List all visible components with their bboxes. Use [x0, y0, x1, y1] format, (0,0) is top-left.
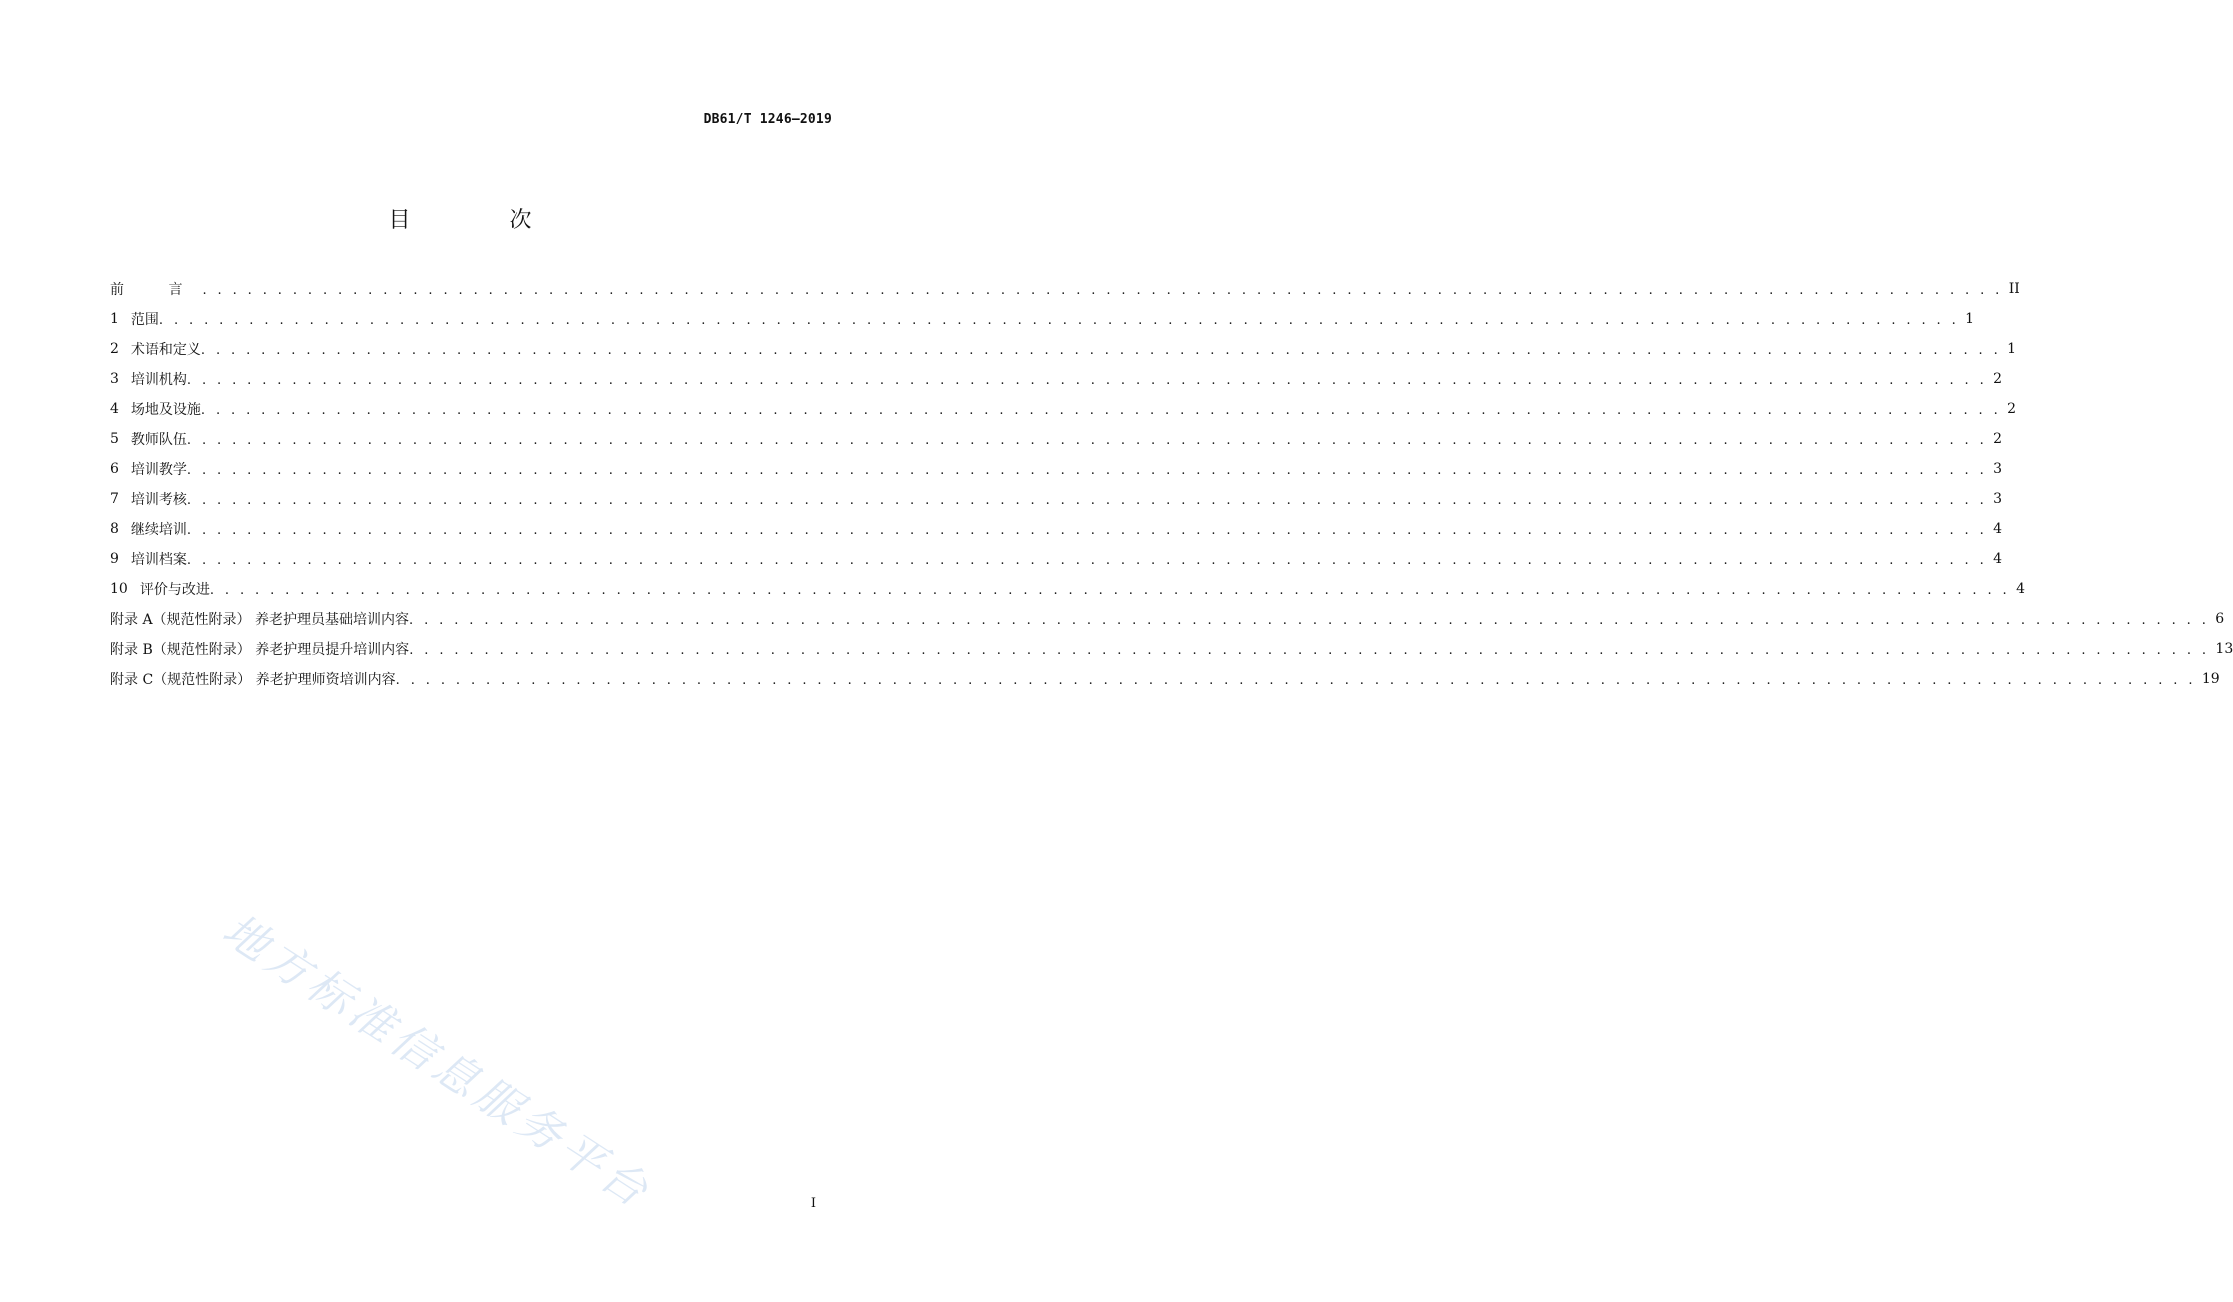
toc-entry[interactable]	[110, 454, 2003, 484]
toc-entry-number: 4	[110, 401, 119, 417]
toc-entry-label: 附录 B（规范性附录） 养老护理员提升培训内容	[110, 642, 410, 658]
toc-entry-label: 附录 C（规范性附录） 养老护理师资培训内容	[110, 672, 396, 688]
toc-entry-label: 培训档案	[130, 552, 187, 568]
toc-entry-page: 4	[1993, 521, 2003, 537]
toc-entry-page: 4	[1993, 551, 2003, 567]
toc-entry-number: 5	[110, 431, 119, 447]
toc-dot-leader: . . . . . . . . . . . . . . . . . . . . . . . . . . . . . . . . . . . . . . . . . . . . . . . . . . . . . . . . . . . . . . . . . . . . . . . . . . . . . . . . . . . . . . . . . . . . . . . . . . . . . . . . . . . . . . . . . . . . . . . .	[186, 522, 1988, 538]
toc-entry-number: 6	[110, 461, 119, 477]
toc-title: 目 次	[388, 208, 578, 233]
toc-dot-leader: . . . . . . . . . . . . . . . . . . . . . . . . . . . . . . . . . . . . . . . . . . . . . . . . . . . . . . . . . . . . . . . . . . . . . . . . . . . . . . . . . . . . . . . . . . . . . . . . . . . . . . . . . . . . . . . . . . . . . . . .	[409, 642, 2210, 658]
toc-entry-page: 2	[2007, 401, 2017, 417]
toc-entry-label: 前 言	[110, 282, 203, 298]
toc-entry-number: 7	[110, 491, 119, 507]
toc-entry-number: 8	[110, 521, 119, 537]
toc-entry-label: 场地及设施	[130, 402, 201, 418]
toc-entry-number: 10	[110, 581, 128, 597]
toc-dot-leader: . . . . . . . . . . . . . . . . . . . . . . . . . . . . . . . . . . . . . . . . . . . . . . . . . . . . . . . . . . . . . . . . . . . . . . . . . . . . . . . . . . . . . . . . . . . . . . . . . . . . . . . . . . . . . . . . . . . . . . . .	[186, 492, 1988, 508]
toc-entry-page: II	[2008, 281, 2020, 297]
toc-entry-label: 教师队伍	[130, 432, 187, 448]
toc-dot-leader: . . . . . . . . . . . . . . . . . . . . . . . . . . . . . . . . . . . . . . . . . . . . . . . . . . . . . . . . . . . . . . . . . . . . . . . . . . . . . . . . . . . . . . . . . . . . . . . . . . . . . . . . . . . . . . . . . . . . . . . .	[395, 672, 2196, 688]
toc-entry-label: 术语和定义	[130, 342, 201, 358]
toc-dot-leader: . . . . . . . . . . . . . . . . . . . . . . . . . . . . . . . . . . . . . . . . . . . . . . . . . . . . . . . . . . . . . . . . . . . . . . . . . . . . . . . . . . . . . . . . . . . . . . . . . . . . . . . . . . . . . . . . . . . . . . . .	[186, 432, 1988, 448]
toc-dot-leader: . . . . . . . . . . . . . . . . . . . . . . . . . . . . . . . . . . . . . . . . . . . . . . . . . . . . . . . . . . . . . . . . . . . . . . . . . . . . . . . . . . . . . . . . . . . . . . . . . . . . . . . . . . . . . . . . . . . . . . . .	[186, 372, 1988, 388]
toc-entry-label: 培训机构	[130, 372, 187, 388]
toc-entry[interactable]	[110, 634, 2233, 664]
toc-entry[interactable]	[110, 364, 2003, 394]
toc-entry-label: 培训考核	[130, 492, 187, 508]
toc-entry[interactable]	[110, 544, 2003, 574]
toc-entry-label: 继续培训	[130, 522, 187, 538]
toc-dot-leader: . . . . . . . . . . . . . . . . . . . . . . . . . . . . . . . . . . . . . . . . . . . . . . . . . . . . . . . . . . . . . . . . . . . . . . . . . . . . . . . . . . . . . . . . . . . . . . . . . . . . . . . . . . . . . . . . . . . . . . . .	[409, 612, 2210, 628]
toc-entry[interactable]	[110, 304, 1975, 334]
toc-entry-page: 3	[1993, 461, 2003, 477]
toc-entry-page: 1	[1965, 311, 1975, 327]
toc-entry-label: 附录 A（规范性附录） 养老护理员基础培训内容	[110, 612, 410, 628]
toc-entry-page: 4	[2016, 581, 2025, 597]
toc-entry-page: 2	[1993, 431, 2003, 447]
toc-entry[interactable]	[110, 334, 2017, 364]
toc-entry-number: 3	[110, 371, 119, 387]
toc-entry-page: 3	[1993, 491, 2003, 507]
toc-list	[110, 274, 2233, 694]
toc-entry[interactable]	[110, 394, 2017, 424]
toc-dot-leader: . . . . . . . . . . . . . . . . . . . . . . . . . . . . . . . . . . . . . . . . . . . . . . . . . . . . . . . . . . . . . . . . . . . . . . . . . . . . . . . . . . . . . . . . . . . . . . . . . . . . . . . . . . . . . . . . . . . . . . . .	[158, 312, 1960, 328]
toc-entry[interactable]	[110, 664, 2220, 694]
toc-entry-number: 2	[110, 341, 119, 357]
toc-entry-page: 19	[2201, 671, 2220, 687]
toc-entry-page: 6	[2215, 611, 2225, 627]
toc-dot-leader: . . . . . . . . . . . . . . . . . . . . . . . . . . . . . . . . . . . . . . . . . . . . . . . . . . . . . . . . . . . . . . . . . . . . . . . . . . . . . . . . . . . . . . . . . . . . . . . . . . . . . . . . . . . . . . . . . . . . . . . .	[186, 552, 1988, 568]
document-code: DB61/T 1246—2019	[703, 112, 832, 127]
toc-dot-leader: . . . . . . . . . . . . . . . . . . . . . . . . . . . . . . . . . . . . . . . . . . . . . . . . . . . . . . . . . . . . . . . . . . . . . . . . . . . . . . . . . . . . . . . . . . . . . . . . . . . . . . . . . . . . . . . . . . . . . . . .	[200, 402, 2002, 418]
toc-entry-label: 培训教学	[130, 462, 187, 478]
toc-entry-page: 1	[2007, 341, 2017, 357]
toc-entry-page: 2	[1993, 371, 2003, 387]
toc-entry[interactable]	[110, 484, 2003, 514]
toc-entry-label: 评价与改进	[139, 582, 210, 598]
toc-dot-leader: . . . . . . . . . . . . . . . . . . . . . . . . . . . . . . . . . . . . . . . . . . . . . . . . . . . . . . . . . . . . . . . . . . . . . . . . . . . . . . . . . . . . . . . . . . . . . . . . . . . . . . . . . . . . . . . . . . . . . . . .	[202, 282, 2003, 298]
toc-dot-leader: . . . . . . . . . . . . . . . . . . . . . . . . . . . . . . . . . . . . . . . . . . . . . . . . . . . . . . . . . . . . . . . . . . . . . . . . . . . . . . . . . . . . . . . . . . . . . . . . . . . . . . . . . . . . . . . . . . . . . . . .	[186, 462, 1988, 478]
toc-entry[interactable]	[110, 274, 2020, 304]
toc-dot-leader: . . . . . . . . . . . . . . . . . . . . . . . . . . . . . . . . . . . . . . . . . . . . . . . . . . . . . . . . . . . . . . . . . . . . . . . . . . . . . . . . . . . . . . . . . . . . . . . . . . . . . . . . . . . . . . . . . . . . . . . .	[200, 342, 2002, 358]
toc-entry-number: 1	[110, 311, 119, 327]
toc-dot-leader: . . . . . . . . . . . . . . . . . . . . . . . . . . . . . . . . . . . . . . . . . . . . . . . . . . . . . . . . . . . . . . . . . . . . . . . . . . . . . . . . . . . . . . . . . . . . . . . . . . . . . . . . . . . . . . . . . . . . . . . .	[209, 582, 2011, 598]
toc-entry[interactable]	[110, 574, 2025, 604]
toc-entry[interactable]	[110, 514, 2003, 544]
toc-entry-label: 范围	[130, 312, 159, 328]
toc-entry-page: 13	[2215, 641, 2233, 657]
watermark: 地方标准信息服务平台	[213, 904, 661, 1220]
toc-entry[interactable]	[110, 424, 2003, 454]
page-number: I	[810, 1196, 816, 1211]
toc-entry[interactable]	[110, 604, 2225, 634]
toc-entry-number: 9	[110, 551, 119, 567]
